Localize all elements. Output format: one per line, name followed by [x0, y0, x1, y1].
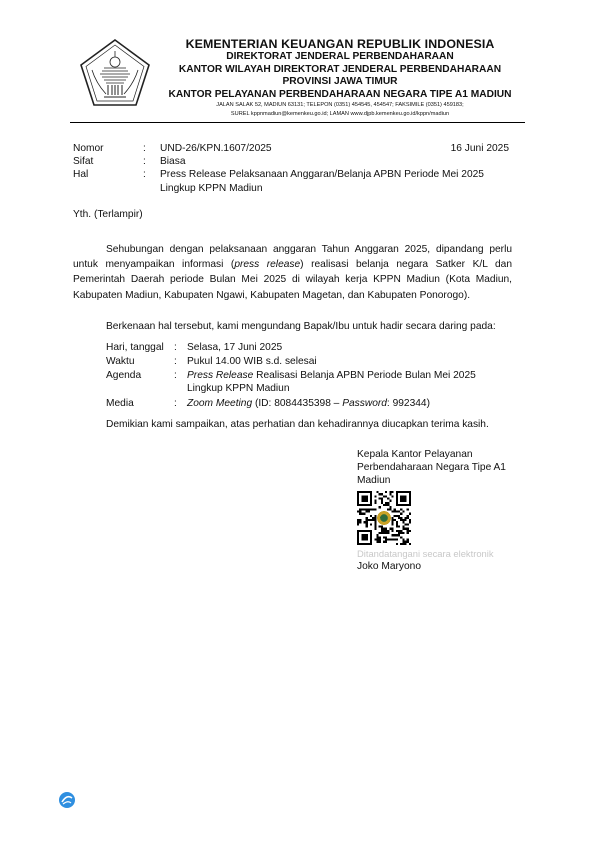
addressee: Yth. (Terlampir): [73, 209, 143, 220]
signature-title: [357, 448, 506, 488]
p1-part-b: ) realisasi belanja negara Satker K/L dan Pemerintah Daerah periode Bulan Mei 2025 di wilayah kerja KPPN Madiun (Kota Madiun, Kabupaten Madiun, Kabupaten Ngawi, Kabupaten Magetan, dan Kabupaten Ponorogo).: [73, 259, 513, 301]
colon: :: [143, 156, 146, 168]
time-row: [106, 355, 526, 368]
media-italic: Zoom Meeting: [187, 397, 253, 409]
colon: :: [143, 143, 146, 154]
agenda-line-2: Lingkup KPPN Madiun: [187, 383, 290, 395]
nomor-label: Nomor: [73, 143, 104, 154]
media-password-label: Password: [342, 397, 387, 409]
p1-part-a: Sehubungan dengan pelaksanaan anggaran Tahun Anggaran 2025, dipandang perlu untuk menyampaikan informasi (: [73, 244, 512, 271]
signature-title-line-3: Madiun: [357, 475, 391, 487]
colon: :: [143, 169, 146, 181]
colon: :: [174, 397, 177, 409]
province-name: PROVINSI JAWA TIMUR: [282, 76, 398, 87]
media-id: (ID: 8084435398 –: [252, 397, 343, 409]
closing-sentence: Demikian kami sampaikan, atas perhatian dan kehadirannya diucapkan terima kasih.: [106, 419, 489, 430]
sifat-value: Biasa: [160, 156, 186, 168]
colon: :: [174, 356, 177, 368]
day-label: Hari, tanggal: [106, 342, 164, 353]
body-paragraph-2: Berkenaan hal tersebut, kami mengundang Bapak/Ibu untuk hadir secara daring pada:: [106, 321, 496, 332]
office-name: KANTOR PELAYANAN PERBENDAHARAAN NEGARA TIPE A1 MADIUN: [168, 88, 512, 100]
media-value: [187, 397, 526, 410]
office-address: JALAN SALAK 52, MADIUN 63131; TELEPON (0351) 454545, 454547; FAKSIMILE (0351) 459183;: [216, 102, 464, 108]
nomor-value: UND-26/KPN.1607/2025: [160, 143, 272, 154]
agenda-italic: Press Release: [187, 370, 254, 382]
letterhead: [150, 37, 530, 118]
event-details: [106, 341, 526, 411]
electronic-signature-note: Ditandatangani secara elektronik: [357, 548, 494, 559]
nomor-row: [73, 142, 513, 155]
day-value: Selasa, 17 Juni 2025: [187, 342, 283, 353]
globe-icon: [58, 791, 76, 809]
colon: :: [174, 342, 177, 353]
day-row: [106, 341, 526, 354]
ministry-name: KEMENTERIAN KEUANGAN REPUBLIK INDONESIA: [185, 37, 495, 51]
body-paragraph-1: [73, 242, 512, 303]
hal-line-1: Press Release Pelaksanaan Anggaran/Belanja APBN Periode Mei 2025: [160, 169, 484, 181]
media-row: [106, 397, 526, 410]
letterhead-divider: [70, 122, 525, 123]
signer-name: Joko Maryono: [357, 561, 421, 572]
agenda-row: [106, 369, 526, 396]
ministry-logo: [78, 38, 152, 108]
agenda-value: [187, 369, 526, 396]
p1-italic: press release: [234, 259, 301, 271]
hal-label: Hal: [73, 169, 89, 181]
time-value: Pukul 14.00 WIB s.d. selesai: [187, 356, 317, 368]
signature-title-line-2: Perbendaharaan Negara Tipe A1: [357, 462, 506, 474]
directorate-name: DIREKTORAT JENDERAL PERBENDAHARAAN: [226, 51, 454, 62]
letter-date: 16 Juni 2025: [450, 143, 509, 154]
sifat-row: [73, 155, 513, 168]
qr-code: [357, 491, 411, 545]
agenda-label: Agenda: [106, 370, 142, 382]
hal-line-2: Lingkup KPPN Madiun: [160, 182, 263, 194]
hal-row: [73, 168, 513, 194]
time-label: Waktu: [106, 356, 135, 368]
hal-value: [160, 168, 513, 194]
signature-title-line-1: Kepala Kantor Pelayanan: [357, 449, 473, 460]
colon: :: [174, 370, 177, 382]
office-contact: SUREL kppnmadiun@kemenkeu.go.id; LAMAN www.djpb.kemenkeu.go.id/kppn/madiun: [230, 110, 450, 117]
letter-meta: [73, 142, 513, 195]
regional-office-name: KANTOR WILAYAH DIREKTORAT JENDERAL PERBENDAHARAAN: [178, 63, 502, 75]
sifat-label: Sifat: [73, 156, 94, 168]
agenda-rest: Realisasi Belanja APBN Periode Bulan Mei 2025: [253, 370, 476, 382]
media-label: Media: [106, 397, 134, 409]
media-password: : 992344): [386, 397, 430, 409]
